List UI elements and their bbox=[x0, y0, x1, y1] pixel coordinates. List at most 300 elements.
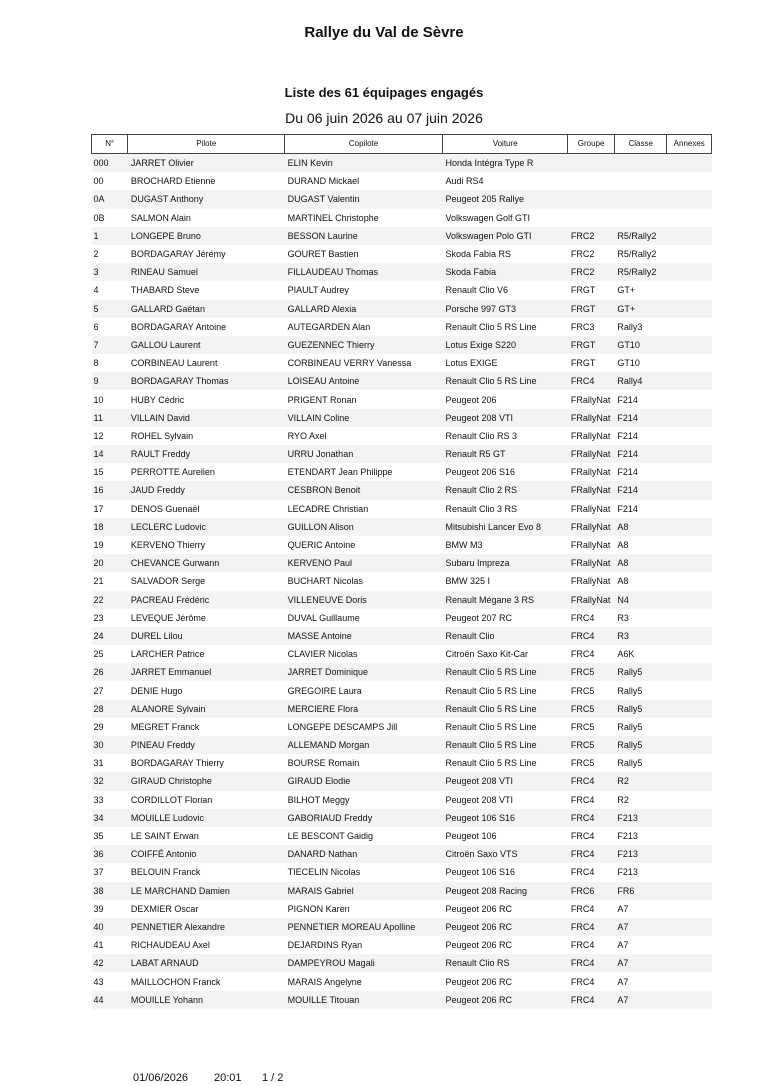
cell-number: 27 bbox=[93, 685, 104, 696]
header-copilote: Copilote bbox=[285, 135, 443, 154]
cell-number: 000 bbox=[93, 158, 109, 169]
table-row bbox=[92, 209, 712, 227]
cell-annexes bbox=[667, 572, 712, 590]
cell-annexes bbox=[667, 372, 712, 390]
cell-groupe: FRallyNat bbox=[570, 412, 611, 423]
cell-number: 38 bbox=[93, 885, 104, 896]
cell-classe: A6K bbox=[617, 649, 635, 660]
cell-annexes bbox=[667, 318, 712, 336]
cell-copilote: KERVENO Paul bbox=[287, 558, 353, 569]
table-row bbox=[92, 900, 712, 918]
cell-copilote: GOURET Bastien bbox=[287, 249, 359, 260]
cell-annexes bbox=[667, 972, 712, 990]
footer-page-number: 1 / 2 bbox=[262, 1072, 284, 1084]
cell-copilote: LOISEAU Antoine bbox=[287, 376, 360, 387]
cell-annexes bbox=[667, 336, 712, 354]
table-row bbox=[92, 245, 712, 263]
cell-classe: R2 bbox=[617, 794, 629, 805]
table-row bbox=[92, 700, 712, 718]
cell-classe: F213 bbox=[617, 867, 638, 878]
cell-copilote: MASSE Antoine bbox=[287, 630, 352, 641]
table-row bbox=[92, 827, 712, 845]
cell-groupe: FRallyNat bbox=[570, 576, 611, 587]
cell-voiture: Honda Intégra Type R bbox=[445, 158, 534, 169]
cell-voiture: Renault Clio V6 bbox=[445, 285, 508, 296]
cell-number: 41 bbox=[93, 940, 104, 951]
cell-pilote: PERROTTE Aurelien bbox=[130, 467, 215, 478]
cell-groupe: FRC4 bbox=[570, 376, 595, 387]
cell-number: 30 bbox=[93, 740, 104, 751]
cell-classe: A7 bbox=[617, 976, 629, 987]
cell-voiture: Peugeot 206 RC bbox=[445, 976, 512, 987]
cell-groupe bbox=[568, 154, 615, 173]
cell-copilote: BOURSE Romain bbox=[287, 758, 360, 769]
cell-classe: F214 bbox=[617, 467, 638, 478]
cell-number: 23 bbox=[93, 612, 104, 623]
cell-copilote: FILLAUDEAU Thomas bbox=[287, 267, 379, 278]
cell-voiture: Peugeot 208 VTI bbox=[445, 412, 514, 423]
cell-number: 32 bbox=[93, 776, 104, 787]
cell-classe: F213 bbox=[617, 812, 638, 823]
cell-number: 21 bbox=[93, 576, 104, 587]
cell-annexes bbox=[667, 427, 712, 445]
cell-annexes bbox=[667, 554, 712, 572]
cell-number: 24 bbox=[93, 630, 104, 641]
cell-groupe: FRallyNat bbox=[570, 521, 611, 532]
cell-copilote: DURAND Mickael bbox=[287, 176, 360, 187]
cell-voiture: Peugeot 206 RC bbox=[445, 921, 512, 932]
cell-copilote: GUILLON Alison bbox=[287, 521, 354, 532]
cell-groupe: FRC4 bbox=[570, 630, 595, 641]
cell-annexes bbox=[667, 809, 712, 827]
cell-groupe: FRC4 bbox=[570, 903, 595, 914]
cell-voiture: Lotus EXIGE bbox=[445, 358, 498, 369]
cell-number: 3 bbox=[93, 267, 99, 278]
table-row bbox=[92, 882, 712, 900]
cell-annexes bbox=[667, 918, 712, 936]
cell-classe bbox=[614, 154, 667, 173]
cell-copilote: TIECELIN Nicolas bbox=[287, 867, 361, 878]
cell-annexes bbox=[667, 354, 712, 372]
cell-classe: GT+ bbox=[617, 285, 636, 296]
cell-pilote: LARCHER Patrice bbox=[130, 649, 205, 660]
cell-groupe: FRC6 bbox=[570, 885, 595, 896]
cell-number: 00 bbox=[93, 176, 104, 187]
cell-copilote: PIAULT Audrey bbox=[287, 285, 349, 296]
cell-pilote: JAUD Freddy bbox=[130, 485, 185, 496]
cell-classe: F214 bbox=[617, 430, 638, 441]
header-classe: Classe bbox=[614, 135, 667, 154]
cell-groupe: FRC4 bbox=[570, 812, 595, 823]
cell-voiture: Renault Clio 5 RS Line bbox=[445, 740, 537, 751]
cell-classe: FR6 bbox=[617, 885, 635, 896]
cell-voiture: Renault Clio 5 RS Line bbox=[445, 703, 537, 714]
cell-number: 40 bbox=[93, 921, 104, 932]
cell-copilote: DUGAST Valentin bbox=[287, 194, 360, 205]
cell-annexes bbox=[667, 154, 712, 173]
cell-annexes bbox=[667, 991, 712, 1009]
cell-number: 9 bbox=[93, 376, 99, 387]
cell-pilote: CORDILLOT Florian bbox=[130, 794, 213, 805]
cell-classe: N4 bbox=[617, 594, 629, 605]
cell-classe: GT+ bbox=[617, 303, 636, 314]
cell-copilote: CORBINEAU VERRY Vanessa bbox=[287, 358, 412, 369]
cell-voiture: Renault Mégane 3 RS bbox=[445, 594, 535, 605]
cell-groupe: FRC5 bbox=[570, 721, 595, 732]
cell-classe: A8 bbox=[617, 521, 629, 532]
cell-copilote: GREGOIRE Laura bbox=[287, 685, 362, 696]
cell-voiture: Volkswagen Golf GTI bbox=[445, 212, 530, 223]
cell-voiture: Subaru Impreza bbox=[445, 558, 510, 569]
cell-pilote: MAILLOCHON Franck bbox=[130, 976, 221, 987]
cell-voiture: Peugeot 106 S16 bbox=[445, 867, 516, 878]
cell-copilote: GUEZENNEC Thierry bbox=[287, 339, 375, 350]
cell-groupe: FRallyNat bbox=[570, 467, 611, 478]
cell-pilote: GALLARD Gaëtan bbox=[130, 303, 205, 314]
cell-classe: A8 bbox=[617, 540, 629, 551]
cell-copilote: PRIGENT Ronan bbox=[287, 394, 357, 405]
table-row bbox=[92, 736, 712, 754]
table-row bbox=[92, 518, 712, 536]
cell-number: 0B bbox=[93, 212, 105, 223]
cell-pilote: LABAT ARNAUD bbox=[130, 958, 199, 969]
cell-number: 11 bbox=[93, 412, 103, 423]
cell-classe: F214 bbox=[617, 485, 638, 496]
cell-annexes bbox=[667, 518, 712, 536]
cell-groupe: FRallyNat bbox=[570, 594, 611, 605]
cell-annexes bbox=[667, 500, 712, 518]
cell-annexes bbox=[667, 882, 712, 900]
footer-date: 01/06/2026 bbox=[133, 1072, 189, 1084]
cell-number: 35 bbox=[93, 831, 104, 842]
cell-classe: F214 bbox=[617, 412, 638, 423]
cell-annexes bbox=[667, 409, 712, 427]
cell-annexes bbox=[667, 281, 712, 299]
cell-classe: GT10 bbox=[617, 358, 640, 369]
cell-classe: A8 bbox=[617, 558, 629, 569]
cell-annexes bbox=[667, 209, 712, 227]
cell-classe: A7 bbox=[617, 994, 629, 1005]
cell-classe: Rally4 bbox=[617, 376, 643, 387]
table-row bbox=[92, 754, 712, 772]
cell-copilote: GALLARD Alexia bbox=[287, 303, 357, 314]
cell-voiture: Peugeot 206 RC bbox=[445, 903, 512, 914]
cell-groupe: FRGT bbox=[570, 358, 596, 369]
cell-number: 37 bbox=[93, 867, 104, 878]
cell-groupe: FRallyNat bbox=[570, 485, 611, 496]
cell-voiture: Renault Clio 5 RS Line bbox=[445, 667, 537, 678]
cell-copilote: MERCIERE Flora bbox=[287, 703, 359, 714]
cell-pilote: BROCHARD Etienne bbox=[130, 176, 216, 187]
page-footer bbox=[0, 1072, 768, 1086]
cell-classe bbox=[614, 172, 667, 190]
cell-pilote: DUGAST Anthony bbox=[130, 194, 204, 205]
cell-annexes bbox=[667, 591, 712, 609]
cell-classe: Rally5 bbox=[617, 685, 643, 696]
table-row bbox=[92, 609, 712, 627]
cell-voiture: BMW 325 I bbox=[445, 576, 490, 587]
cell-annexes bbox=[667, 791, 712, 809]
cell-voiture: Renault Clio 5 RS Line bbox=[445, 685, 537, 696]
cell-pilote: GIRAUD Christophe bbox=[130, 776, 212, 787]
cell-groupe: FRC4 bbox=[570, 994, 595, 1005]
table-row bbox=[92, 336, 712, 354]
table-row bbox=[92, 681, 712, 699]
document-title: Rallye du Val de Sèvre bbox=[304, 24, 464, 41]
cell-voiture: Peugeot 206 bbox=[445, 394, 497, 405]
cell-number: 20 bbox=[93, 558, 104, 569]
cell-annexes bbox=[667, 300, 712, 318]
cell-annexes bbox=[667, 681, 712, 699]
table-header bbox=[92, 135, 712, 154]
header-row bbox=[92, 135, 712, 154]
cell-annexes bbox=[667, 263, 712, 281]
table-row bbox=[92, 427, 712, 445]
cell-annexes bbox=[667, 445, 712, 463]
cell-pilote: VILLAIN David bbox=[130, 412, 190, 423]
cell-annexes bbox=[667, 900, 712, 918]
cell-copilote: MOUILLE Titouan bbox=[287, 994, 360, 1005]
cell-groupe: FRC4 bbox=[570, 849, 595, 860]
cell-pilote: SALVADOR Serge bbox=[130, 576, 206, 587]
cell-annexes bbox=[667, 718, 712, 736]
table-row bbox=[92, 591, 712, 609]
cell-annexes bbox=[667, 609, 712, 627]
cell-voiture: BMW M3 bbox=[445, 540, 483, 551]
cell-voiture: Renault Clio bbox=[445, 630, 495, 641]
cell-copilote: VILLAIN Coline bbox=[287, 412, 350, 423]
cell-voiture: Peugeot 208 Racing bbox=[445, 885, 528, 896]
cell-pilote: GALLOU Laurent bbox=[130, 339, 201, 350]
cell-copilote: DAMPEYROU Magali bbox=[287, 958, 375, 969]
cell-copilote: DUVAL Guillaume bbox=[287, 612, 360, 623]
cell-classe: Rally5 bbox=[617, 758, 643, 769]
cell-number: 16 bbox=[93, 485, 104, 496]
cell-number: 28 bbox=[93, 703, 104, 714]
header-annexes: Annexes bbox=[667, 135, 712, 154]
cell-classe: R2 bbox=[617, 776, 629, 787]
cell-number: 29 bbox=[93, 721, 104, 732]
table-row bbox=[92, 263, 712, 281]
header-groupe: Groupe bbox=[568, 135, 615, 154]
cell-groupe: FRallyNat bbox=[570, 449, 611, 460]
cell-annexes bbox=[667, 845, 712, 863]
cell-classe: Rally5 bbox=[617, 703, 643, 714]
cell-groupe: FRGT bbox=[570, 339, 596, 350]
cell-pilote: RAULT Freddy bbox=[130, 449, 191, 460]
cell-pilote: LE MARCHAND Damien bbox=[130, 885, 230, 896]
cell-number: 19 bbox=[93, 540, 104, 551]
cell-voiture: Citroën Saxo VTS bbox=[445, 849, 518, 860]
cell-number: 8 bbox=[93, 358, 99, 369]
cell-pilote: BORDAGARAY Thomas bbox=[130, 376, 229, 387]
cell-groupe: FRallyNat bbox=[570, 540, 611, 551]
table-row bbox=[92, 481, 712, 499]
table-row bbox=[92, 572, 712, 590]
cell-annexes bbox=[667, 536, 712, 554]
cell-annexes bbox=[667, 772, 712, 790]
cell-voiture: Peugeot 208 VTI bbox=[445, 794, 514, 805]
cell-voiture: Peugeot 106 S16 bbox=[445, 812, 516, 823]
cell-pilote: LEVEQUE Jérôme bbox=[130, 612, 206, 623]
cell-groupe: FRC4 bbox=[570, 976, 595, 987]
cell-number: 34 bbox=[93, 812, 104, 823]
table-row bbox=[92, 318, 712, 336]
table-row bbox=[92, 300, 712, 318]
cell-voiture: Peugeot 207 RC bbox=[445, 612, 512, 623]
cell-pilote: MOUILLE Ludovic bbox=[130, 812, 204, 823]
cell-voiture: Peugeot 205 Rallye bbox=[445, 194, 525, 205]
table-row bbox=[92, 863, 712, 881]
cell-copilote: GIRAUD Elodie bbox=[287, 776, 351, 787]
table-row bbox=[92, 500, 712, 518]
table-row bbox=[92, 190, 712, 208]
cell-number: 7 bbox=[93, 339, 99, 350]
cell-copilote: PENNETIER MOREAU Apolline bbox=[287, 921, 416, 932]
cell-pilote: PACREAU Frédéric bbox=[130, 594, 210, 605]
cell-pilote: SALMON Alain bbox=[130, 212, 191, 223]
cell-pilote: RICHAUDEAU Axel bbox=[130, 940, 210, 951]
cell-pilote: LECLERC Ludovic bbox=[130, 521, 206, 532]
table-row bbox=[92, 936, 712, 954]
cell-pilote: BELOUIN Franck bbox=[130, 867, 201, 878]
cell-annexes bbox=[667, 627, 712, 645]
cell-classe: R5/Rally2 bbox=[617, 249, 657, 260]
cell-voiture: Peugeot 208 VTI bbox=[445, 776, 514, 787]
cell-copilote: RYO Axel bbox=[287, 430, 327, 441]
cell-classe: R5/Rally2 bbox=[617, 230, 657, 241]
cell-copilote: LE BESCONT Gaidig bbox=[287, 831, 374, 842]
table-row bbox=[92, 172, 712, 190]
table-row bbox=[92, 791, 712, 809]
table-row bbox=[92, 354, 712, 372]
cell-copilote: DEJARDINS Ryan bbox=[287, 940, 363, 951]
cell-annexes bbox=[667, 827, 712, 845]
cell-number: 4 bbox=[93, 285, 99, 296]
table-row bbox=[92, 227, 712, 245]
cell-classe: F213 bbox=[617, 849, 638, 860]
table-row bbox=[92, 972, 712, 990]
cell-number: 36 bbox=[93, 849, 104, 860]
table-row bbox=[92, 409, 712, 427]
table-row bbox=[92, 991, 712, 1009]
cell-annexes bbox=[667, 754, 712, 772]
cell-groupe: FRC2 bbox=[570, 267, 595, 278]
cell-groupe: FRC4 bbox=[570, 921, 595, 932]
cell-number: 5 bbox=[93, 303, 99, 314]
cell-number: 25 bbox=[93, 649, 104, 660]
cell-groupe: FRC2 bbox=[570, 230, 595, 241]
cell-number: 39 bbox=[93, 903, 104, 914]
cell-pilote: JARRET Emmanuel bbox=[130, 667, 212, 678]
cell-annexes bbox=[667, 663, 712, 681]
cell-annexes bbox=[667, 481, 712, 499]
cell-groupe: FRC4 bbox=[570, 958, 595, 969]
cell-annexes bbox=[667, 172, 712, 190]
cell-pilote: BORDAGARAY Thierry bbox=[130, 758, 224, 769]
cell-number: 42 bbox=[93, 958, 104, 969]
cell-voiture: Porsche 997 GT3 bbox=[445, 303, 516, 314]
cell-pilote: HUBY Cédric bbox=[130, 394, 185, 405]
cell-classe: A7 bbox=[617, 958, 629, 969]
cell-classe: Rally5 bbox=[617, 740, 643, 751]
cell-copilote: QUERIC Antoine bbox=[287, 540, 356, 551]
cell-voiture: Peugeot 206 RC bbox=[445, 994, 512, 1005]
cell-pilote: PENNETIER Alexandre bbox=[130, 921, 225, 932]
cell-number: 12 bbox=[93, 430, 104, 441]
cell-copilote: PIGNON Karen bbox=[287, 903, 350, 914]
table-row bbox=[92, 645, 712, 663]
cell-voiture: Peugeot 106 bbox=[445, 831, 497, 842]
cell-annexes bbox=[667, 863, 712, 881]
table-row bbox=[92, 718, 712, 736]
cell-groupe: FRC4 bbox=[570, 867, 595, 878]
cell-groupe: FRC5 bbox=[570, 740, 595, 751]
cell-number: 1 bbox=[93, 230, 99, 241]
table-row bbox=[92, 809, 712, 827]
cell-pilote: CHEVANCE Gurwann bbox=[130, 558, 220, 569]
cell-pilote: JARRET Olivier bbox=[130, 158, 194, 169]
cell-voiture: Volkswagen Polo GTI bbox=[445, 230, 532, 241]
cell-voiture: Renault Clio 5 RS Line bbox=[445, 721, 537, 732]
cell-classe: R3 bbox=[617, 612, 629, 623]
table-row bbox=[92, 536, 712, 554]
cell-pilote: BORDAGARAY Jérémy bbox=[130, 249, 226, 260]
cell-voiture: Lotus Exige S220 bbox=[445, 339, 517, 350]
cell-copilote: BILHOT Meggy bbox=[287, 794, 350, 805]
cell-pilote: CORBINEAU Laurent bbox=[130, 358, 218, 369]
table-row bbox=[92, 918, 712, 936]
cell-annexes bbox=[667, 190, 712, 208]
cell-annexes bbox=[667, 463, 712, 481]
cell-classe: A7 bbox=[617, 903, 629, 914]
cell-classe: F214 bbox=[617, 449, 638, 460]
cell-number: 17 bbox=[93, 503, 104, 514]
cell-voiture: Audi RS4 bbox=[445, 176, 484, 187]
cell-copilote: JARRET Dominique bbox=[287, 667, 369, 678]
cell-copilote: GABORIAUD Freddy bbox=[287, 812, 373, 823]
cell-copilote: URRU Jonathan bbox=[287, 449, 354, 460]
cell-annexes bbox=[667, 936, 712, 954]
cell-groupe: FRC4 bbox=[570, 831, 595, 842]
cell-copilote: VILLENEUVE Doris bbox=[287, 594, 367, 605]
cell-pilote: DENIE Hugo bbox=[130, 685, 183, 696]
cell-copilote: BUCHART Nicolas bbox=[287, 576, 363, 587]
cell-annexes bbox=[667, 954, 712, 972]
cell-number: 43 bbox=[93, 976, 104, 987]
cell-voiture: Peugeot 206 S16 bbox=[445, 467, 516, 478]
cell-copilote: LECADRE Christian bbox=[287, 503, 369, 514]
entries-table bbox=[91, 134, 712, 1009]
cell-pilote: LE SAINT Erwan bbox=[130, 831, 199, 842]
cell-annexes bbox=[667, 736, 712, 754]
cell-voiture: Renault Clio RS 3 bbox=[445, 430, 517, 441]
cell-copilote: ETENDART Jean Philippe bbox=[287, 467, 393, 478]
cell-groupe: FRallyNat bbox=[570, 394, 611, 405]
cell-groupe: FRC4 bbox=[570, 776, 595, 787]
cell-groupe: FRallyNat bbox=[570, 503, 611, 514]
cell-classe: F214 bbox=[617, 394, 638, 405]
cell-copilote: LONGEPE DESCAMPS Jill bbox=[287, 721, 398, 732]
header-pilote: Pilote bbox=[128, 135, 285, 154]
cell-copilote: CLAVIER Nicolas bbox=[287, 649, 358, 660]
cell-pilote: COIFFÉ Antonio bbox=[130, 849, 197, 860]
cell-copilote: CESBRON Benoit bbox=[287, 485, 361, 496]
cell-voiture: Skoda Fabia RS bbox=[445, 249, 511, 260]
cell-voiture: Renault Clio 5 RS Line bbox=[445, 321, 537, 332]
cell-copilote: DANARD Nathan bbox=[287, 849, 358, 860]
cell-copilote: BESSON Laurine bbox=[287, 230, 358, 241]
